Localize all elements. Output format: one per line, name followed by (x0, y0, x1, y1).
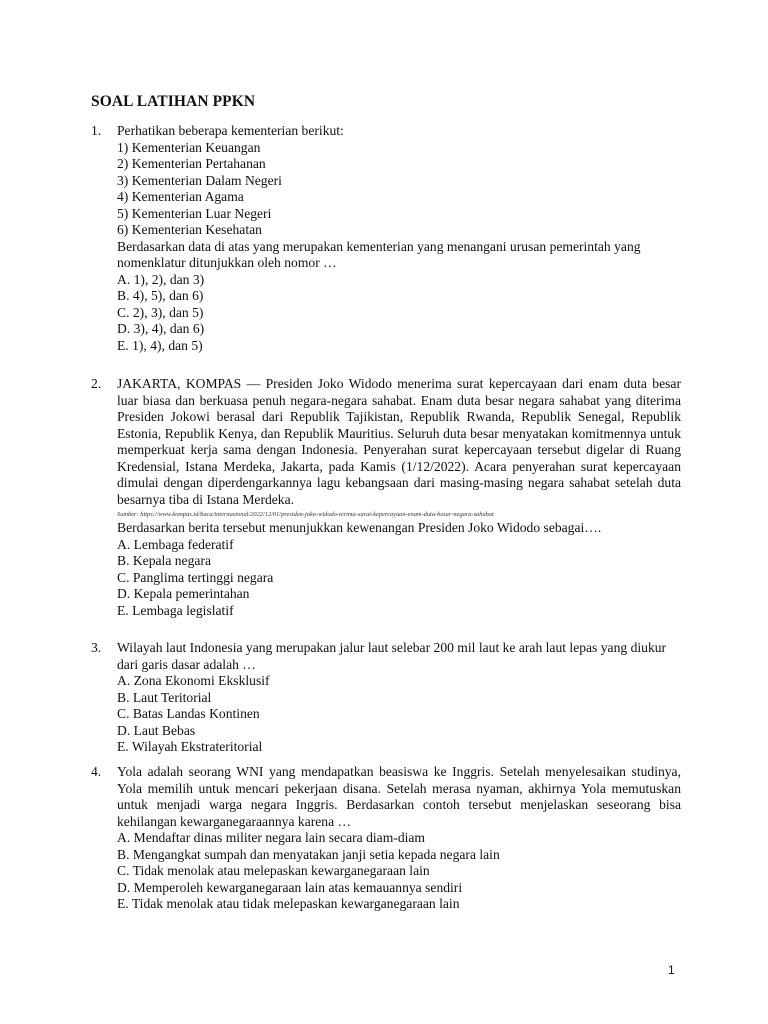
question-4 (91, 764, 681, 913)
list-item: 6) Kementerian Kesehatan (117, 222, 262, 237)
question-1 (91, 123, 681, 354)
answer-option-d: D. Kepala pemerintahan (117, 586, 250, 601)
question-2 (91, 376, 681, 619)
answer-option-a: A. 1), 2), dan 3) (117, 271, 205, 287)
question-number: 1. (91, 123, 102, 138)
answer-option-a: A. Mendaftar dinas militer negara lain secara diam-diam (117, 830, 425, 845)
question-3 (91, 640, 681, 756)
question-number: 4. (91, 764, 102, 779)
question-number: 2. (91, 376, 102, 391)
answer-option-c: C. Panglima tertinggi negara (117, 569, 274, 585)
answer-option-b: B. Kepala negara (117, 553, 211, 568)
page-number: 1 (668, 963, 675, 977)
answer-option-d: D. 3), 4), dan 6) (117, 321, 205, 336)
answer-option-c: C. 2), 3), dan 5) (117, 304, 204, 320)
answer-option-a: A. Zona Ekonomi Eksklusif (117, 673, 270, 688)
question-number: 3. (91, 640, 102, 655)
question-text: Perhatikan beberapa kementerian berikut: (117, 123, 344, 138)
list-item: 5) Kementerian Luar Negeri (117, 205, 272, 221)
answer-option-e: E. Lembaga legislatif (117, 602, 234, 618)
list-item: 3) Kementerian Dalam Negeri (117, 172, 282, 188)
list-item: 4) Kementerian Agama (117, 189, 244, 204)
question-text: Berdasarkan berita tersebut menunjukkan kewenangan Presiden Joko Widodo sebagai…. (117, 520, 602, 535)
answer-option-d: D. Memperoleh kewarganegaraan lain atas kemauannya sendiri (117, 879, 463, 895)
list-item: 2) Kementerian Pertahanan (117, 156, 266, 171)
list-item: 1) Kementerian Keuangan (117, 139, 261, 155)
question-text: Wilayah laut Indonesia yang merupakan jalur laut selebar 200 mil laut ke arah laut lepas yang diukur (117, 640, 667, 655)
question-paragraph: Yola adalah seorang WNI yang mendapatkan beasiswa ke Inggris. Setelah menyelesaikan studinya, Yola memilih untuk mencari pekerjaan disana. Setelah merasa nyaman, akhirnya Yola memutuskan untuk menjadi warga negara Inggris. Berdasarkan contoh tersebut menjelaskan seseorang bisa kehilangan kewarganegaraannya karena … (117, 764, 681, 829)
question-text: dari garis dasar adalah … (117, 656, 256, 672)
answer-option-a: A. Lembaga federatif (117, 536, 234, 552)
news-paragraph: JAKARTA, KOMPAS — Presiden Joko Widodo menerima surat kepercayaan dari enam duta besar luar biasa dan berkuasa penuh negara-negara sahabat. Enam duta besar negara sahabat yang diterima Presiden Jokowi berasal dari Republik Tajikistan, Republik Rwanda, Republik Senegal, Republik Estonia, Republik Kenya, dan Republik Mauritius. Seluruh duta besar menyatakan komitmennya untuk memperkuat kerja sama dengan Indonesia. Penyerahan surat kepercayaan tersebut digelar di Ruang Kredensial, Istana Merdeka, Jakarta, pada Kamis (1/12/2022). Acara penyerahan surat kepercayaan dimulai dengan diperdengarkannya lagu kebangsaan dari masing-masing negara sahabat setelah duta besarnya tiba di Istana Merdeka. (117, 376, 681, 507)
answer-option-e: E. Wilayah Ekstrateritorial (117, 739, 263, 754)
question-text: nomenklatur ditunjukkan oleh nomor … (117, 255, 337, 270)
question-text: Berdasarkan data di atas yang merupakan kementerian yang menangani urusan pemerintah yang (117, 238, 641, 254)
answer-option-c: C. Batas Landas Kontinen (117, 706, 260, 721)
answer-option-b: B. Laut Teritorial (117, 689, 212, 705)
answer-option-e: E. 1), 4), dan 5) (117, 337, 203, 353)
page-title: SOAL LATIHAN PPKN (91, 93, 256, 110)
answer-option-c: C. Tidak menolak atau melepaskan kewarganegaraan lain (117, 863, 430, 878)
answer-option-b: B. 4), 5), dan 6) (117, 288, 204, 303)
answer-option-e: E. Tidak menolak atau tidak melepaskan kewarganegaraan lain (117, 896, 460, 911)
answer-option-d: D. Laut Bebas (117, 722, 196, 738)
source-citation: Sumber: https://www.kompas.id/baca/internasional/2022/12/01/presiden-joko-widodo-terima-surat-kepercayaan-enam-duta-besar-negara-sahabat (117, 511, 494, 518)
answer-option-b: B. Mengangkat sumpah dan menyatakan janji setia kepada negara lain (117, 846, 500, 862)
